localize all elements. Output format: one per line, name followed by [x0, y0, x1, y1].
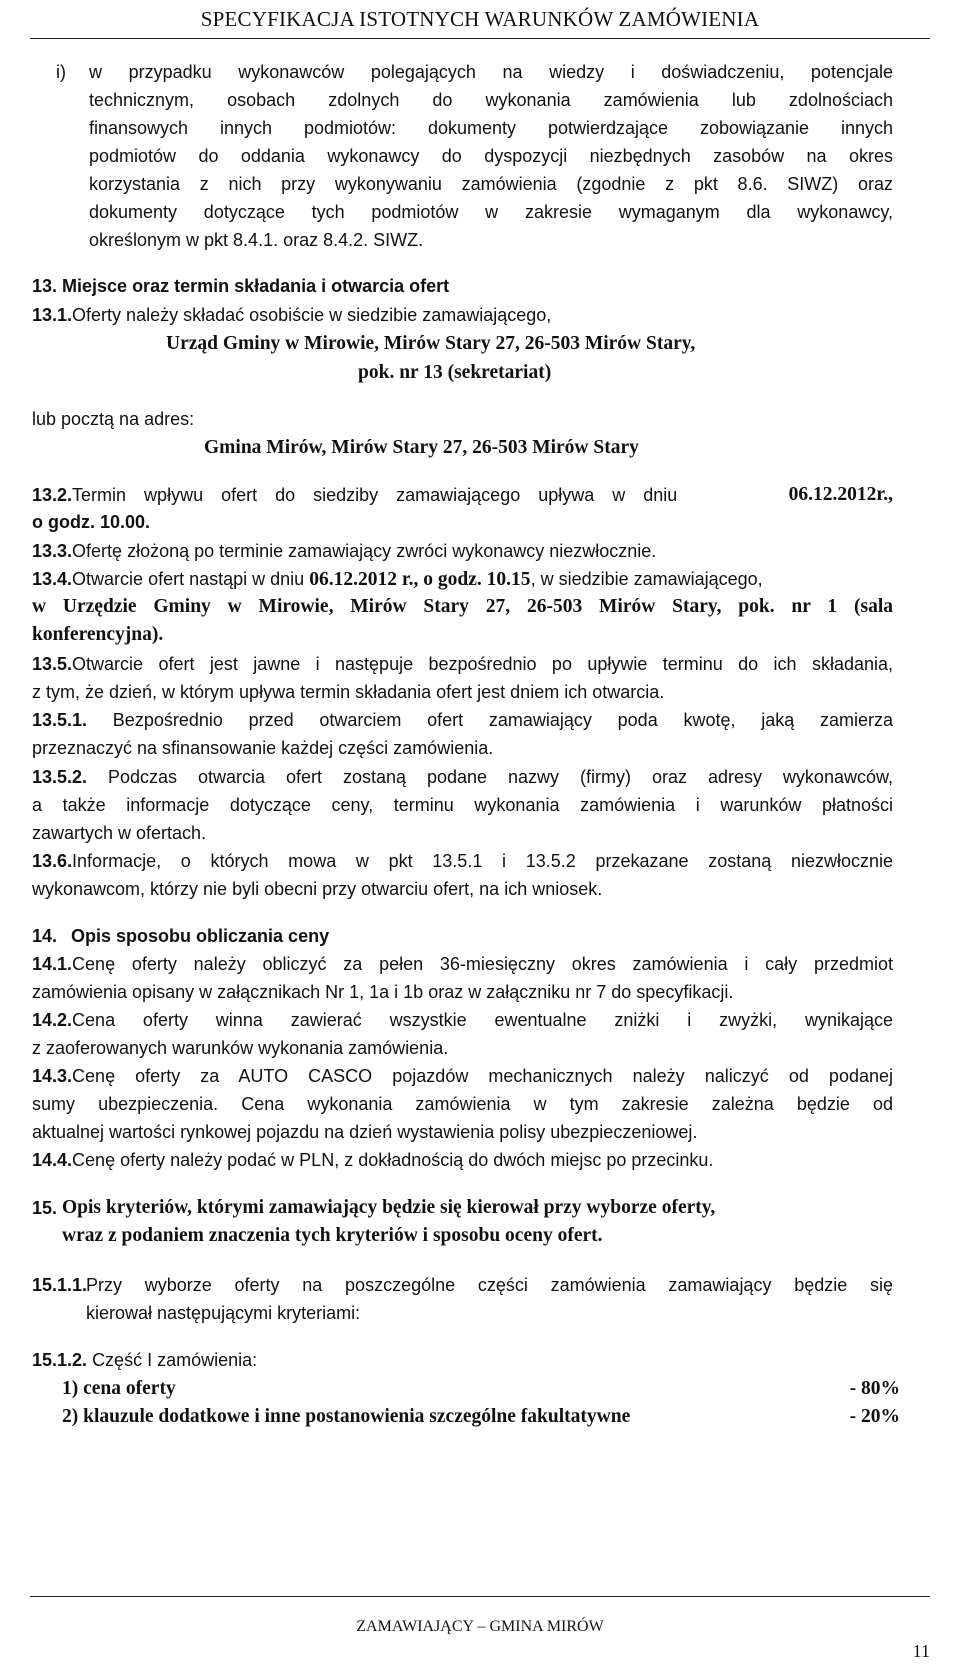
s13-2-time: o godz. 10.00. — [32, 512, 151, 532]
s14-3: 14.3.Cenę oferty za AUTO CASCO pojazdów mechanicznych należy naliczyć od podanej — [32, 1066, 893, 1086]
s14-2-line-2: z zaoferowanych warunków wykonania zamówienia. — [32, 1038, 449, 1058]
section-15-heading-line-2: wraz z podaniem znaczenia tych kryteriów i sposobu oceny ofert. — [62, 1225, 603, 1246]
s13-5-2-line-2: a także informacje dotyczące ceny, terminu wykonania zamówienia i warunków płatności — [32, 795, 893, 815]
s14-1: 14.1.Cenę oferty należy obliczyć za pełen 36-miesięczny okres zamówienia i cały przedmiot — [32, 954, 893, 974]
s13-2-date: 06.12.2012r., — [788, 484, 893, 505]
section-15-heading-num: 15. — [32, 1198, 58, 1218]
page-footer: ZAMAWIAJĄCY – GMINA MIRÓW — [356, 1618, 604, 1635]
criterion-2 — [62, 1403, 900, 1431]
s14-3-line-2: sumy ubezpieczenia. Cena wykonania zamówienia w tym zakresie zależna będzie od — [32, 1094, 893, 1114]
item-i-line-5: korzystania z nich przy wykonywaniu zamówienia (zgodnie z pkt 8.6. SIWZ) oraz — [89, 174, 893, 194]
s13-1: 13.1.Oferty należy składać osobiście w siedzibie zamawiającego, — [32, 305, 552, 325]
item-i-line-3: finansowych innych podmiotów: dokumenty potwierdzające zobowiązanie innych — [89, 118, 893, 138]
section-13-heading: 13. Miejsce oraz termin składania i otwarcia ofert — [32, 276, 450, 296]
s13-6: 13.6.Informacje, o których mowa w pkt 13.5.1 i 13.5.2 przekazane zostaną niezwłocznie — [32, 851, 893, 871]
s13-5-2: 13.5.2. Podczas otwarcia ofert zostaną podane nazwy (firmy) oraz adresy wykonawców, — [32, 767, 893, 787]
criterion-2-label: 2) klauzule dodatkowe i inne postanowienia szczególne fakultatywne — [62, 1406, 631, 1427]
s13-address-2: Gmina Mirów, Mirów Stary 27, 26-503 Mirów Stary — [204, 437, 639, 458]
s14-1-line-2: zamówienia opisany w załącznikach Nr 1, 1a i 1b oraz w załączniku nr 7 do specyfikacji. — [32, 982, 734, 1002]
header-rule — [30, 38, 930, 39]
s13-5: 13.5.Otwarcie ofert jest jawne i następuje bezpośrednio po upływie terminu do ich składania, — [32, 654, 893, 674]
criterion-1 — [62, 1375, 900, 1403]
s14-3-line-3: aktualnej wartości rynkowej pojazdu na dzień wystawienia polisy ubezpieczeniowej. — [32, 1122, 698, 1142]
item-i-line-7: określonym w pkt 8.4.1. oraz 8.4.2. SIWZ. — [89, 230, 424, 250]
footer-rule — [30, 1596, 930, 1597]
s13-4-line-3: konferencyjna). — [32, 624, 164, 645]
criterion-1-label: 1) cena oferty — [62, 1378, 176, 1399]
item-i-label: i) — [56, 62, 66, 82]
section-15-heading-line-1: Opis kryteriów, którymi zamawiający będzie się kierował przy wyborze oferty, — [62, 1197, 716, 1218]
criterion-2-value: - 20% — [849, 1406, 900, 1427]
s13-mail-label: lub pocztą na adres: — [32, 409, 195, 429]
item-i-line-4: podmiotów do oddania wykonawcy do dyspozycji niezbędnych zasobów na okres — [89, 146, 893, 166]
item-i-line-6: dokumenty dotyczące tych podmiotów w zakresie wymaganym dla wykonawcy, — [89, 202, 893, 222]
s13-6-line-2: wykonawcom, którzy nie byli obecni przy otwarciu ofert, na ich wniosek. — [32, 879, 603, 899]
s15-1-1-num: 15.1.1. — [32, 1275, 88, 1295]
s13-4-line-2: w Urzędzie Gminy w Mirowie, Mirów Stary 27, 26-503 Mirów Stary, pok. nr 1 (sala — [32, 596, 893, 617]
item-i-line-2: technicznym, osobach zdolnych do wykonania zamówienia lub zdolnościach — [89, 90, 893, 110]
s13-2: 13.2.Termin wpływu ofert do siedziby zamawiającego upływa w dniu 06.12.2012r., — [32, 481, 893, 509]
s15-1-2: 15.1.2. Część I zamówienia: — [32, 1350, 258, 1370]
s13-5-2-line-3: zawartych w ofertach. — [32, 823, 207, 843]
s13-5-1-line-2: przeznaczyć na sfinansowanie każdej części zamówienia. — [32, 738, 494, 758]
s13-address-1: Urząd Gminy w Mirowie, Mirów Stary 27, 26-503 Mirów Stary, — [166, 333, 696, 354]
s13-address-1b: pok. nr 13 (sekretariat) — [358, 362, 552, 383]
s13-5-1: 13.5.1. Bezpośrednio przed otwarciem ofert zamawiający poda kwotę, jaką zamierza — [32, 710, 893, 730]
section-14-heading: 14. Opis sposobu obliczania ceny — [32, 926, 330, 946]
s13-4: 13.4.Otwarcie ofert nastąpi w dniu 06.12.2012 r., o godz. 10.15, w siedzibie zamawiającego, — [32, 569, 763, 590]
page-number: 11 — [912, 1641, 930, 1661]
s15-1-1-line-1: Przy wyborze oferty na poszczególne części zamówienia zamawiający będzie się — [86, 1275, 893, 1295]
s13-5-line-2: z tym, że dzień, w którym upływa termin składania ofert jest dniem ich otwarcia. — [32, 682, 665, 702]
criterion-1-value: - 80% — [849, 1378, 900, 1399]
s14-4: 14.4.Cenę oferty należy podać w PLN, z dokładnością do dwóch miejsc po przecinku. — [32, 1150, 714, 1170]
s15-1-1-line-2: kierował następującymi kryteriami: — [86, 1303, 361, 1323]
item-i-line-1: w przypadku wykonawców polegających na wiedzy i doświadczeniu, potencjale — [89, 62, 893, 82]
page-header: SPECYFIKACJA ISTOTNYCH WARUNKÓW ZAMÓWIENIA — [200, 7, 760, 31]
s13-3: 13.3.Ofertę złożoną po terminie zamawiający zwróci wykonawcy niezwłocznie. — [32, 541, 657, 561]
s14-2: 14.2.Cena oferty winna zawierać wszystkie ewentualne zniżki i zwyżki, wynikające — [32, 1010, 893, 1030]
